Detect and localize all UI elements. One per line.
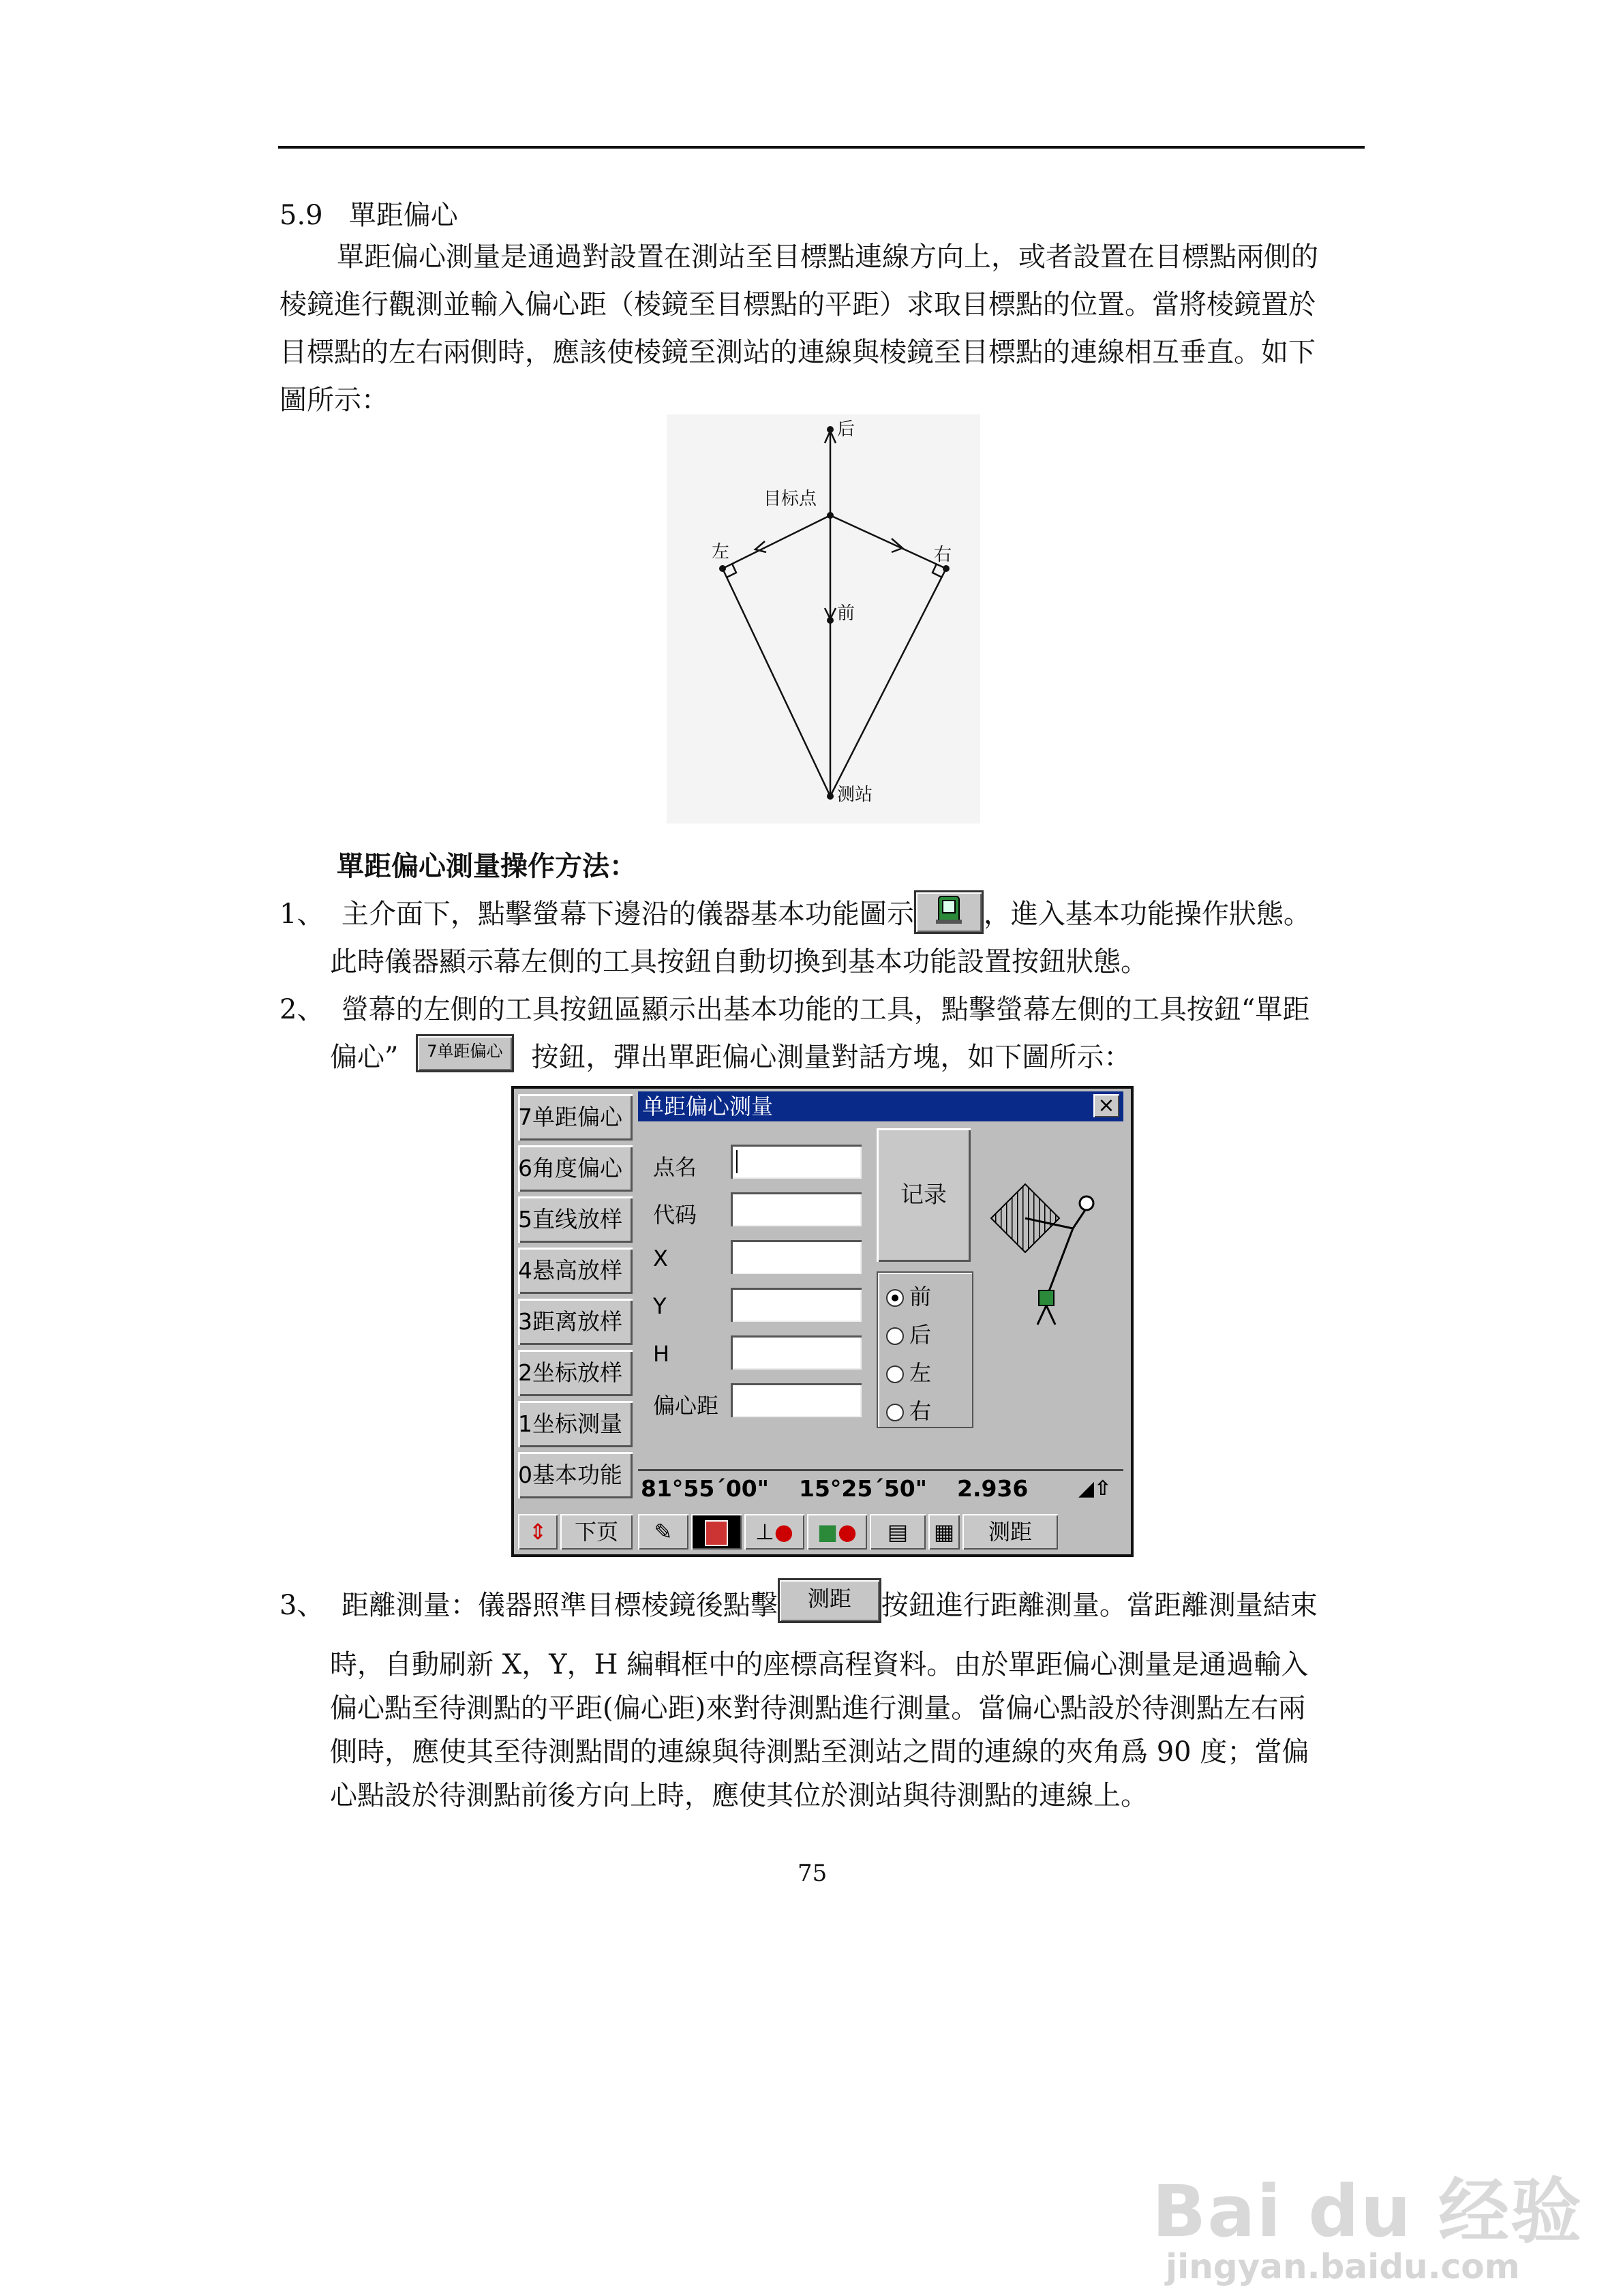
instrument-tool-icon[interactable] bbox=[691, 1514, 742, 1550]
side-button-coordinate-stakeout[interactable]: 2坐标放样 bbox=[518, 1350, 633, 1396]
radio-label: 后 bbox=[909, 1322, 932, 1348]
x-input[interactable] bbox=[731, 1240, 862, 1274]
left-point bbox=[719, 565, 726, 572]
label-target: 目标点 bbox=[763, 489, 817, 509]
grid-tool-icon[interactable]: ▦ bbox=[928, 1514, 960, 1550]
right-point bbox=[943, 565, 950, 572]
radio-right[interactable] bbox=[886, 1394, 931, 1425]
point-name-input[interactable] bbox=[731, 1145, 862, 1179]
side-button-remote-height-stakeout[interactable]: 4悬高放样 bbox=[518, 1248, 633, 1294]
side-button-single-distance-offset[interactable]: 7单距偏心 bbox=[518, 1094, 633, 1141]
offset-diagram bbox=[667, 414, 980, 824]
step-text: 側時，應使其至待測點間的連線與待測點至測站之間的連線的夾角爲 90 度；當偏 bbox=[330, 1736, 1309, 1768]
close-button[interactable]: × bbox=[1093, 1094, 1119, 1117]
field-label-y: Y bbox=[653, 1293, 667, 1319]
survey-tool-icon[interactable]: ⊥● bbox=[744, 1514, 804, 1550]
instrument-icon bbox=[918, 892, 980, 928]
field-label-h: H bbox=[653, 1341, 670, 1367]
step-number: 1、 bbox=[279, 898, 324, 930]
distance-value: 2.936 bbox=[957, 1475, 1029, 1502]
label-left: 左 bbox=[712, 542, 730, 562]
label-right: 右 bbox=[934, 545, 952, 565]
radio-label: 左 bbox=[909, 1360, 932, 1386]
side-button-basic-function[interactable]: 0基本功能 bbox=[518, 1452, 633, 1498]
step-text: 時，自動刷新 X，Y，H 編輯框中的座標高程資料。由於單距偏心測量是通過輸入 bbox=[330, 1649, 1309, 1680]
horizontal-angle: 81°55´00" bbox=[641, 1475, 769, 1502]
step-3-continued bbox=[330, 1643, 1309, 1817]
step-text: 此時儀器顯示幕左側的工具按鈕自動切換到基本功能設置按鈕狀態。 bbox=[330, 946, 1148, 978]
side-button-line-stakeout[interactable]: 5直线放样 bbox=[518, 1196, 633, 1243]
section-number: 5.9 bbox=[279, 200, 323, 231]
field-label-code: 代码 bbox=[653, 1202, 697, 1228]
back-point bbox=[827, 426, 834, 433]
y-input[interactable] bbox=[731, 1288, 862, 1322]
offset-illustration-icon bbox=[984, 1170, 1121, 1348]
intro-paragraph bbox=[279, 233, 1366, 424]
target-point bbox=[827, 512, 834, 519]
watermark-url: jingyan.baidu.com bbox=[1166, 2247, 1520, 2286]
step-2 bbox=[279, 986, 1309, 1081]
step-number: 3、 bbox=[279, 1590, 324, 1621]
step-1 bbox=[279, 890, 1311, 986]
label-station: 测站 bbox=[837, 785, 873, 805]
intro-line: 圖所示： bbox=[279, 384, 389, 416]
step-text: 按鈕，彈出單距偏心測量對話方塊，如下圖所示： bbox=[531, 1042, 1132, 1073]
status-bar bbox=[638, 1469, 1123, 1507]
method-title: 單距偏心測量操作方法： bbox=[337, 850, 637, 882]
step-text: ，進入基本功能操作狀態。 bbox=[983, 898, 1311, 930]
radio-dot bbox=[886, 1327, 904, 1345]
front-point bbox=[827, 617, 834, 624]
step-3 bbox=[279, 1582, 1318, 1629]
step-text: 偏心點至待測點的平距(偏心距)來對待測點進行測量。當偏心點設於待測點左右兩 bbox=[330, 1693, 1306, 1724]
window-tool-icon[interactable]: ▤ bbox=[870, 1514, 926, 1550]
edit-tool-icon[interactable]: ✎ bbox=[638, 1514, 688, 1550]
single-distance-offset-button-icon[interactable]: 7单距偏心 bbox=[416, 1034, 514, 1072]
page-number: 75 bbox=[798, 1860, 828, 1887]
step-number: 2、 bbox=[279, 994, 324, 1025]
radio-dot bbox=[886, 1289, 904, 1307]
up-down-arrow-icon[interactable]: ⇕ bbox=[518, 1514, 558, 1550]
field-label-x: X bbox=[653, 1245, 668, 1271]
header-rule bbox=[278, 146, 1365, 149]
h-input[interactable] bbox=[731, 1335, 862, 1370]
intro-line: 棱鏡進行觀測並輸入偏心距（棱鏡至目標點的平距）求取目標點的位置。當將棱鏡置於 bbox=[279, 289, 1316, 320]
watermark-logo: Bai du 经验 bbox=[1152, 2170, 1583, 2253]
vertical-angle: 15°25´50" bbox=[799, 1475, 927, 1502]
code-input[interactable] bbox=[731, 1192, 862, 1226]
measure-distance-button-icon[interactable]: 测距 bbox=[778, 1578, 881, 1623]
label-front: 前 bbox=[837, 603, 855, 624]
section-heading bbox=[279, 194, 458, 237]
field-label-point-name: 点名 bbox=[653, 1154, 697, 1180]
next-page-button[interactable]: 下页 bbox=[560, 1514, 633, 1550]
radio-front[interactable] bbox=[886, 1280, 931, 1311]
station-tool-icon[interactable]: ■● bbox=[807, 1514, 867, 1550]
record-button[interactable]: 记录 bbox=[877, 1128, 971, 1262]
step-text: 心點設於待測點前後方向上時，應使其位於測站與待測點的連線上。 bbox=[330, 1780, 1148, 1811]
section-title: 單距偏心 bbox=[348, 200, 458, 231]
radio-label: 前 bbox=[909, 1284, 932, 1310]
step-text: 主介面下，點擊螢幕下邊沿的儀器基本功能圖示 bbox=[341, 898, 914, 930]
text-cursor bbox=[736, 1150, 738, 1173]
intro-line: 單距偏心測量是通過對設置在測站至目標點連線方向上，或者設置在目標點兩側的 bbox=[337, 241, 1318, 273]
offset-distance-input[interactable] bbox=[731, 1383, 862, 1417]
radio-back[interactable] bbox=[886, 1318, 931, 1349]
offset-direction-group bbox=[877, 1271, 973, 1428]
measure-distance-button[interactable]: 测距 bbox=[962, 1514, 1058, 1550]
radio-dot bbox=[886, 1404, 904, 1421]
station-point bbox=[827, 793, 834, 800]
side-button-angle-offset[interactable]: 6角度偏心 bbox=[518, 1145, 633, 1192]
side-button-distance-stakeout[interactable]: 3距离放样 bbox=[518, 1299, 633, 1345]
field-label-offset-distance: 偏心距 bbox=[653, 1393, 719, 1419]
basic-function-icon[interactable] bbox=[914, 890, 984, 934]
intro-line: 目標點的左右兩側時，應該使棱鏡至測站的連線與棱鏡至目標點的連線相互垂直。如下 bbox=[279, 337, 1316, 368]
dialog-title: 单距偏心测量 bbox=[642, 1093, 774, 1119]
side-button-coordinate-measure[interactable]: 1坐标测量 bbox=[518, 1401, 633, 1447]
device-screen bbox=[511, 1086, 1134, 1557]
radio-label: 右 bbox=[909, 1398, 932, 1424]
step-text: 距離測量：儀器照準目標棱鏡後點擊 bbox=[341, 1590, 778, 1621]
step-text: 按鈕進行距離測量。當距離測量結束 bbox=[881, 1590, 1318, 1621]
radio-left[interactable] bbox=[886, 1356, 931, 1387]
diagram-background bbox=[667, 414, 980, 824]
step-text: 偏心” bbox=[330, 1042, 399, 1073]
dialog-titlebar bbox=[638, 1091, 1123, 1121]
step-text: 螢幕的左側的工具按鈕區顯示出基本功能的工具，點擊螢幕左側的工具按鈕“單距 bbox=[341, 994, 1310, 1025]
label-back: 后 bbox=[837, 419, 855, 440]
radio-dot bbox=[886, 1365, 904, 1383]
battery-icon: ◢⇧ bbox=[1078, 1477, 1112, 1500]
